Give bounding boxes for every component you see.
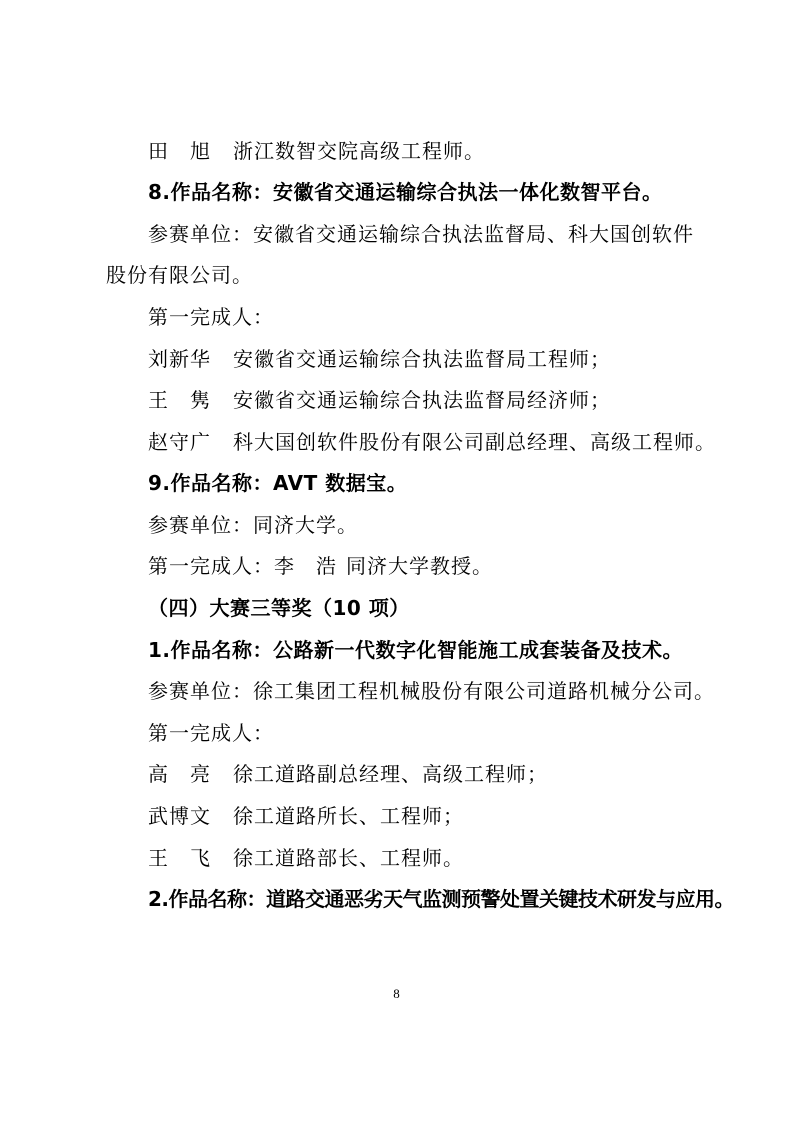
section-heading-third-prize: （四）大赛三等奖（10 项）: [148, 596, 410, 620]
person-name: 王 飞: [148, 846, 211, 870]
person-title: 浙江数智交院高级工程师。: [233, 139, 485, 163]
person-line-zhao-shouguang: [0, 422, 793, 462]
person-title: 安徽省交通运输综合执法监督局经济师；: [233, 388, 611, 412]
person-title: 科大国创软件股份有限公司副总经理、高级工程师。: [233, 430, 716, 454]
person-name: 李 浩: [274, 554, 337, 578]
page-number: 8: [393, 986, 400, 1001]
person-line-tian-xu: [0, 131, 793, 171]
person-title: 徐工道路副总经理、高级工程师；: [233, 762, 548, 786]
person-name: 刘新华: [148, 347, 211, 371]
person-line-liu-xinhua: [0, 339, 793, 379]
entry-title-third-1: 1.作品名称：公路新一代数字化智能施工成套装备及技术。: [148, 638, 684, 662]
person-title: 安徽省交通运输综合执法监督局工程师；: [233, 347, 611, 371]
person-line-wang-fei: [0, 838, 793, 878]
person-name: 武博文: [148, 804, 211, 828]
first-completer-line-9: [0, 546, 793, 586]
person-title: 徐工道路部长、工程师。: [233, 846, 464, 870]
person-name: 田 旭: [148, 139, 211, 163]
entry-title-8: 8.作品名称：安徽省交通运输综合执法一体化数智平台。: [148, 180, 663, 204]
person-line-wu-bowen: [0, 796, 793, 836]
person-title: 同济大学教授。: [346, 554, 493, 578]
entry-title-9: 9.作品名称：AVT 数据宝。: [148, 471, 408, 495]
person-name: 王 隽: [148, 388, 211, 412]
participating-unit-9: 参赛单位：同济大学。: [148, 513, 358, 537]
participating-unit-8-continued: 股份有限公司。: [106, 263, 253, 287]
person-name: 赵守广: [148, 430, 211, 454]
participating-unit-8: 参赛单位：安徽省交通运输综合执法监督局、科大国创软件: [148, 222, 694, 246]
first-completer-label-third-1: 第一完成人：: [148, 721, 274, 745]
participating-unit-third-1: 参赛单位：徐工集团工程机械股份有限公司道路机械分公司。: [148, 679, 715, 703]
first-completer-label-8: 第一完成人：: [148, 305, 274, 329]
first-completer-label: 第一完成人：: [148, 554, 274, 578]
person-line-gao-liang: [0, 754, 793, 794]
entry-title-third-2: 2.作品名称：道路交通恶劣天气监测预警处置关键技术研发与应用。: [148, 887, 735, 911]
person-line-wang-jun: [0, 380, 793, 420]
person-title: 徐工道路所长、工程师；: [233, 804, 464, 828]
person-name: 高 亮: [148, 762, 211, 786]
